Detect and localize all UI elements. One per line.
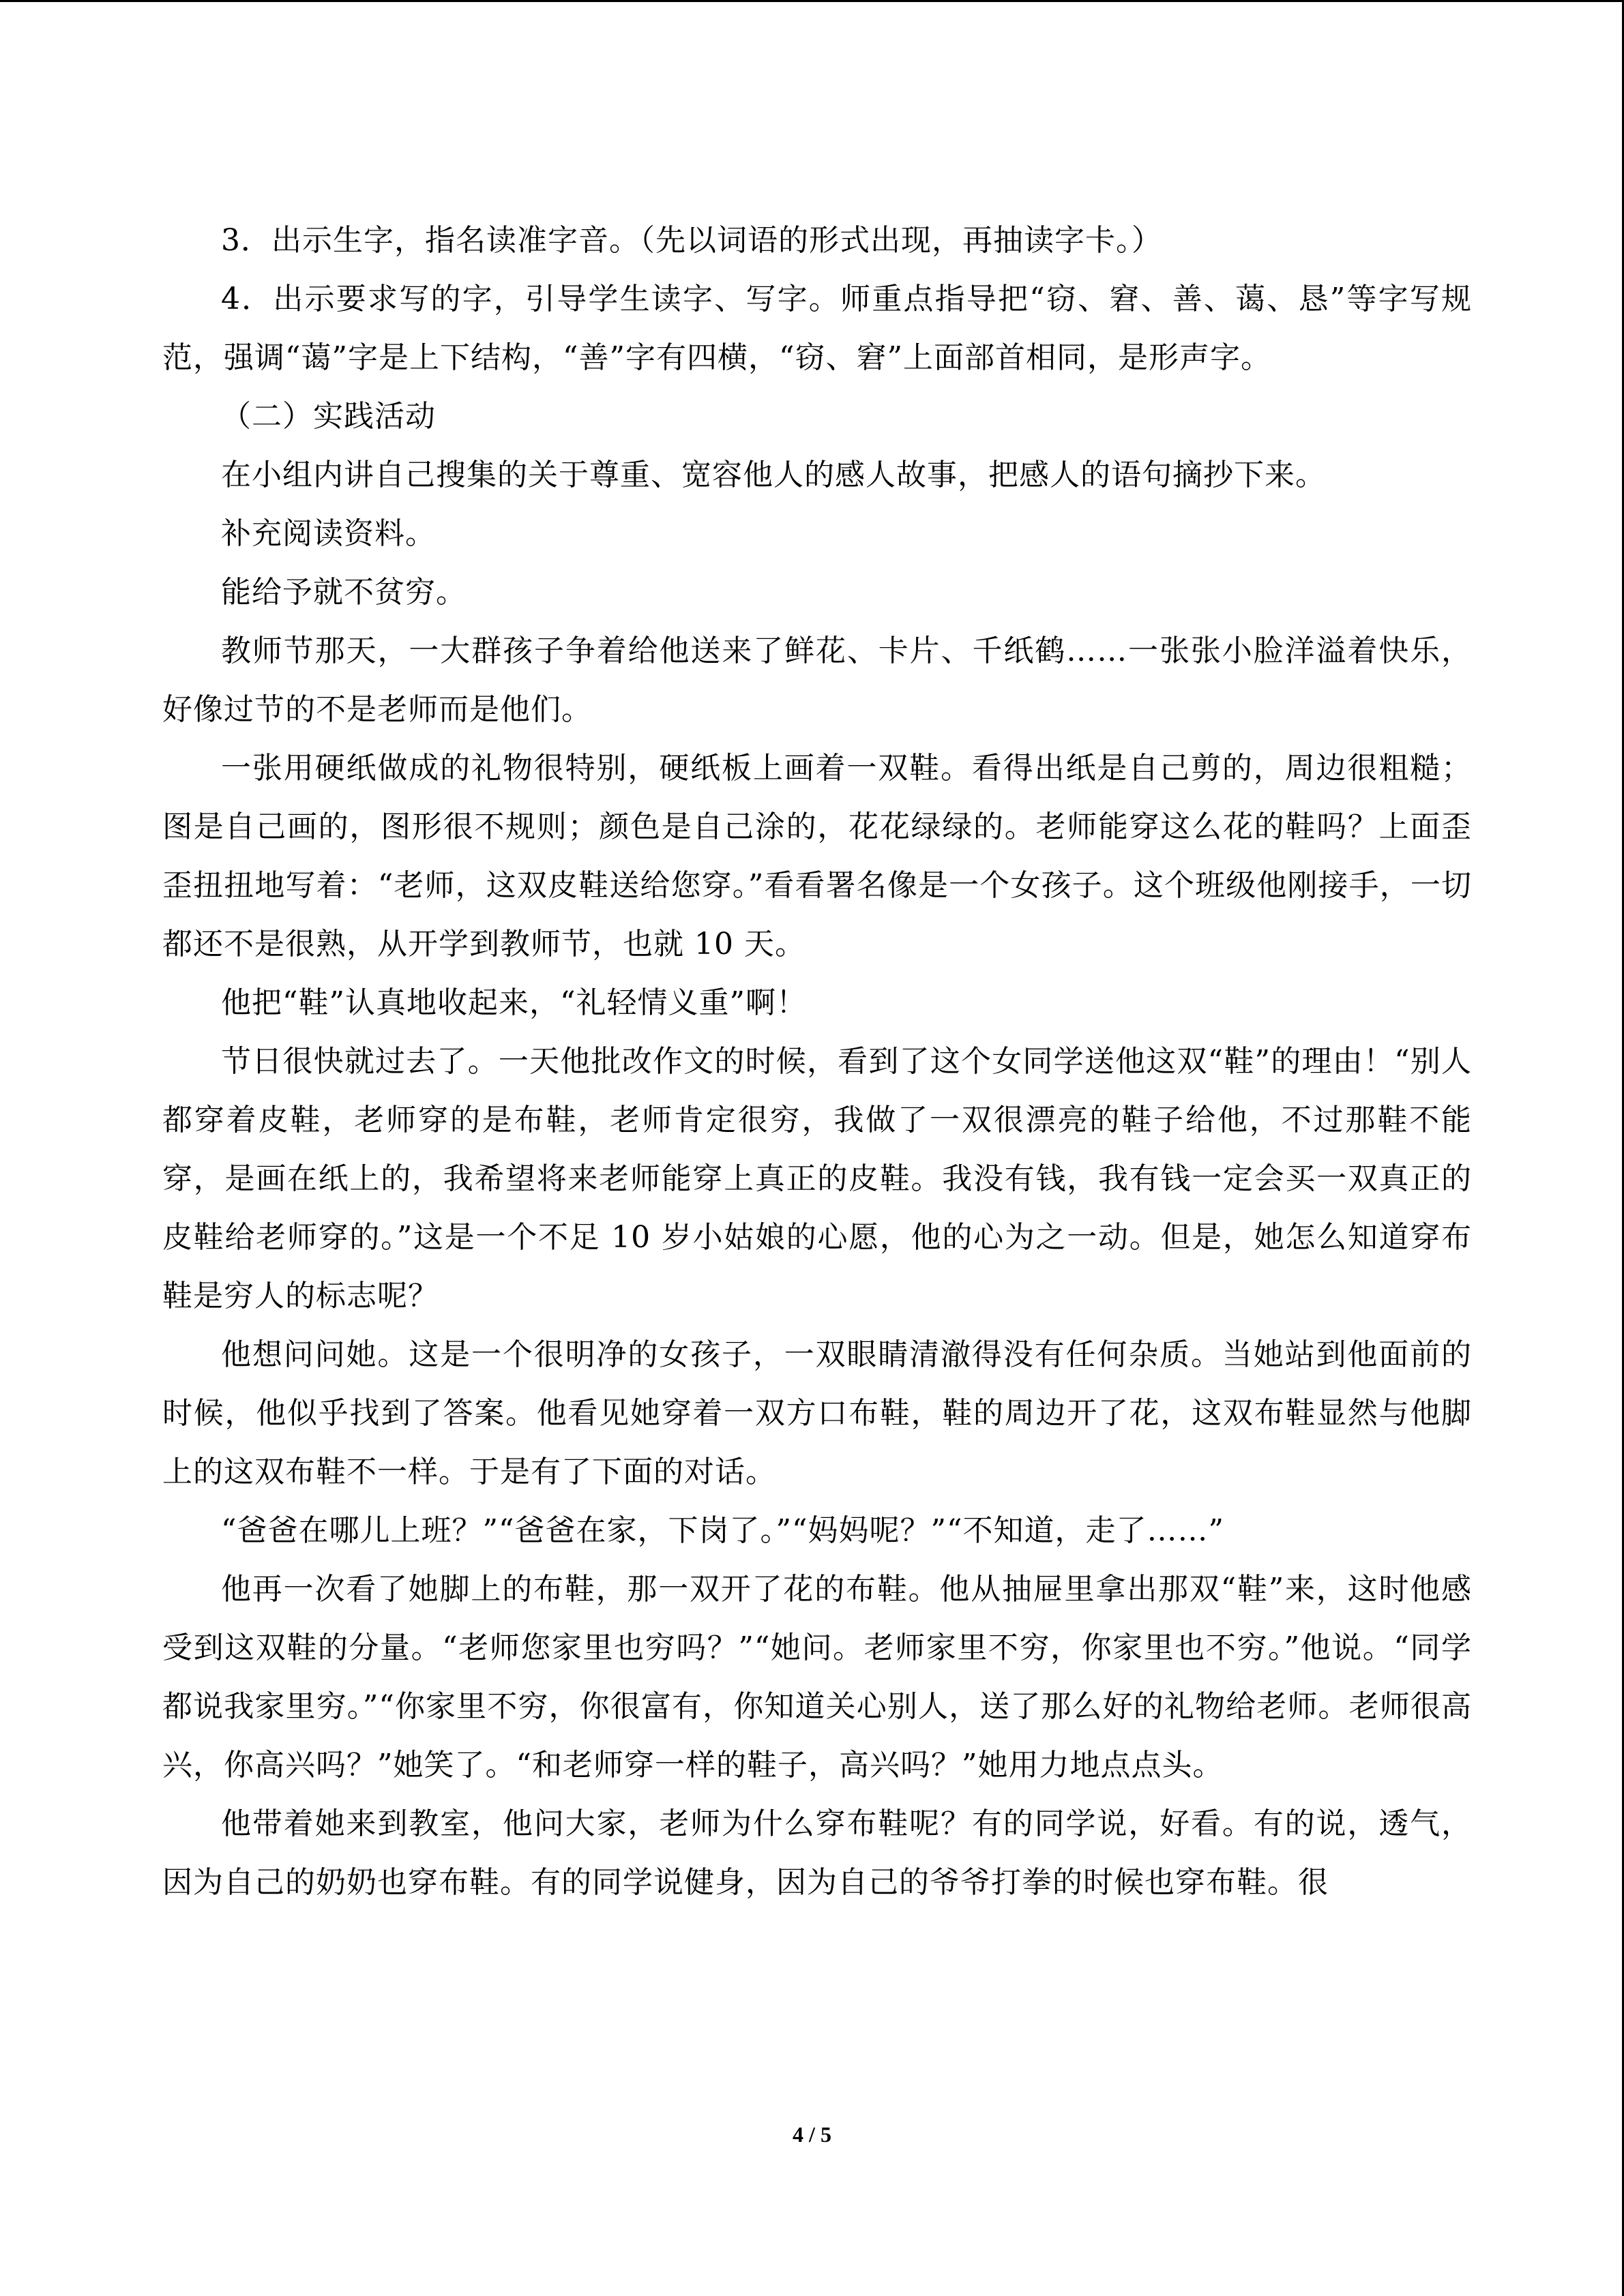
story-title: 能给予就不贫穷。 — [221, 575, 467, 610]
paragraph-group-activity: 在小组内讲自己搜集的关于尊重、宽容他人的感人故事，把感人的语句摘抄下来。 — [221, 458, 1326, 492]
story-dialogue: “爸爸在哪儿上班？”“爸爸在家，下岗了。”“妈妈呢？”“不知道，走了……” — [221, 1513, 1224, 1548]
story-paragraph: 节日很快就过去了。一天他批改作文的时候，看到了这个女同学送他这双“鞋”的理由！“别人都穿着皮鞋，老师穿的是布鞋，老师肯定很穷，我做了一双很漂亮的鞋子给他，不过那鞋不能穿，是画在纸上的，我希望将来老师能穿上真正的皮鞋。我没有钱，我有钱一定会买一双真正的皮鞋给老师穿的。”这是一个不足 10 岁小姑娘的心愿，他的心为之一动。但是，她怎么知道穿布鞋是穷人的标志呢？ — [162, 1044, 1472, 1313]
paragraph-step-3: 3．出示生字，指名读准字音。（先以词语的形式出现，再抽读字卡。） — [221, 223, 1162, 258]
page-number: 4 / 5 — [793, 2122, 831, 2147]
document-body — [162, 211, 1472, 1912]
story-paragraph: 他再一次看了她脚上的布鞋，那一双开了花的布鞋。他从抽屉里拿出那双“鞋”来，这时他感受到这双鞋的分量。“老师您家里也穷吗？”“她问。老师家里不穷，你家里也不穷。”他说。“同学都说我家里穷。”“你家里不穷，你很富有，你知道关心别人，送了那么好的礼物给老师。老师很高兴，你高兴吗？”她笑了。“和老师穿一样的鞋子，高兴吗？”她用力地点点头。 — [162, 1572, 1472, 1783]
story-paragraph: 他把“鞋”认真地收起来，“礼轻情义重”啊！ — [221, 985, 807, 1020]
section-heading-practice: （二）实践活动 — [221, 399, 436, 434]
story-paragraph: 教师节那天，一大群孩子争着给他送来了鲜花、卡片、千纸鹤……一张张小脸洋溢着快乐，好像过节的不是老师而是他们。 — [162, 633, 1472, 727]
paragraph-supplementary-reading: 补充阅读资料。 — [221, 516, 436, 551]
story-paragraph: 他想问问她。这是一个很明净的女孩子，一双眼睛清澈得没有任何杂质。当她站到他面前的时候，他似乎找到了答案。他看见她穿着一双方口布鞋，鞋的周边开了花，这双布鞋显然与他脚上的这双布鞋不一样。于是有了下面的对话。 — [162, 1337, 1472, 1489]
paragraph-step-4: 4．出示要求写的字，引导学生读字、写字。师重点指导把“窃、窘、善、蔼、恳”等字写规范，强调“蔼”字是上下结构，“善”字有四横，“窃、窘”上面部首相同，是形声字。 — [162, 282, 1472, 375]
page-top-border — [0, 0, 1624, 2]
story-paragraph: 他带着她来到教室，他问大家，老师为什么穿布鞋呢？有的同学说，好看。有的说，透气，因为自己的奶奶也穿布鞋。有的同学说健身，因为自己的爷爷打拳的时候也穿布鞋。很 — [162, 1806, 1472, 1900]
story-paragraph: 一张用硬纸做成的礼物很特别，硬纸板上画着一双鞋。看得出纸是自己剪的，周边很粗糙；图是自己画的，图形很不规则；颜色是自己涂的，花花绿绿的。老师能穿这么花的鞋吗？上面歪歪扭扭地写着：“老师，这双皮鞋送给您穿。”看看署名像是一个女孩子。这个班级他刚接手，一切都还不是很熟，从开学到教师节，也就 10 天。 — [162, 751, 1472, 961]
